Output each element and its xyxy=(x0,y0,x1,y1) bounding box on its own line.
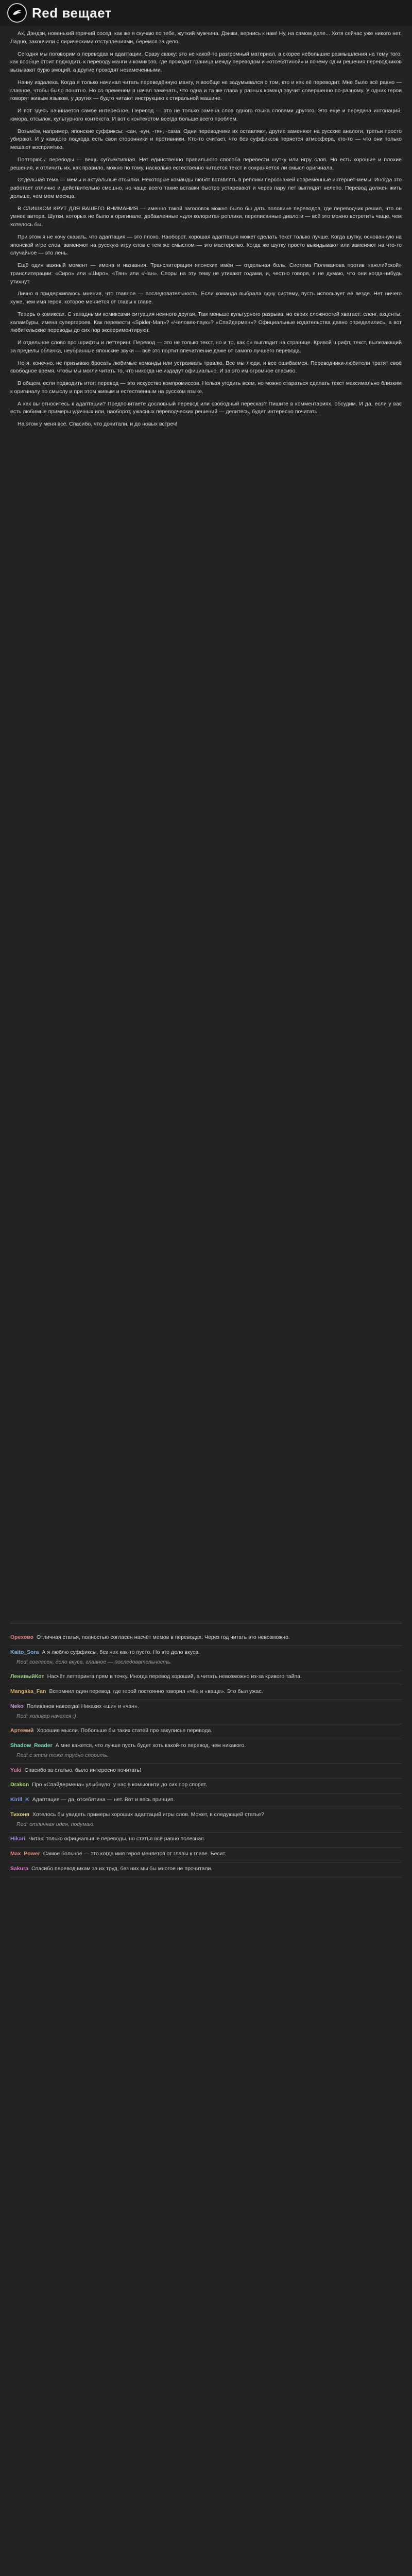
article-paragraph: Ещё один важный момент — имена и названия. Транслитерация японских имён — отдельная боль. Система Поливанова против «английской» транслитерации: «Сиро» или «Широ», «Тян» или «Чан». Споры на эту тему не утихают годами, и, честно говоря, я не думаю, что они когда-нибудь утихнут. xyxy=(10,262,402,285)
article-paragraph: При этом я не хочу сказать, что адаптация — это плохо. Наоборот, хорошая адаптация может сделать текст только лучше. Когда шутку, основанную на японской игре слов, заменяют на русскую игру слов с тем же смыслом — это мастерство. Когда же шутку просто выкидывают или заменяют на что-то случайное — это лень. xyxy=(10,233,402,257)
comment-item xyxy=(10,1670,402,1685)
comment-author[interactable]: Орехово xyxy=(10,1634,34,1640)
comments-list xyxy=(10,1631,402,2576)
comment-author[interactable]: Mangaka_Fan xyxy=(10,1688,46,1694)
article-paragraph: Ах, Дэндзи, новенький горячий сосед, как же я скучаю по тебе, жуткий мужчина. Дэнжи, вернись к нам! Ну, на самом деле... Хотя сейчас уже никого нет. Ладно, закончили с лирическими отступлениями, берёмся за дело. xyxy=(10,30,402,45)
comment-text: Хотелось бы увидеть примеры хороших адаптаций игры слов. Может, в следующей статье? xyxy=(32,1811,264,1818)
comment-author[interactable]: Max_Power xyxy=(10,1851,40,1857)
comment-item xyxy=(10,1764,402,1779)
comment-author[interactable]: Артемий xyxy=(10,1727,34,1734)
comment-text: Насчёт леттеринга прям в точку. Иногда перевод хороший, а читать невозможно из-за кривого тайпа. xyxy=(47,1673,302,1680)
comment-text: Хорошие мысли. Побольше бы таких статей про закулисье перевода. xyxy=(37,1727,213,1734)
comment-author[interactable]: Hikari xyxy=(10,1836,26,1842)
article-paragraph: Но я, конечно, не призываю бросать любимые команды или устраивать травлю. Все мы люди, и все ошибаемся. Переводчики-любители тратят своё свободное время, чтобы мы могли читать то, что никогда не издадут официально. И за это им огромное спасибо. xyxy=(10,360,402,375)
comment-text: Читаю только официальные переводы, но статья всё равно полезная. xyxy=(28,1836,205,1842)
comment-author[interactable]: Shadow_Reader xyxy=(10,1742,53,1749)
comment-item xyxy=(10,1778,402,1793)
article-body xyxy=(10,30,402,1617)
comment-item xyxy=(10,1848,402,1862)
comment-text: Спасибо переводчикам за их труд, без них мы бы многое не прочитали. xyxy=(31,1865,213,1872)
article-paragraph: Отдельная тема — мемы и актуальные отсылки. Некоторые команды любят вставлять в реплики персонажей современные интернет-мемы. Иногда это работает отлично и действительно смешно, но чаще всего такие вставки быстро устаревают и через пару лет выглядят нелепо. Перевод должен жить дольше, чем мем месяца. xyxy=(10,177,402,199)
comment-text: Отличная статья, полностью согласен насчёт мемов в переводах. Через год читать это невозможно. xyxy=(37,1634,290,1640)
comment-item xyxy=(10,1700,402,1725)
comment-author[interactable]: Drakon xyxy=(10,1782,29,1788)
comment-author[interactable]: Kirill_K xyxy=(10,1797,29,1803)
comment-item xyxy=(10,1646,402,1671)
article-paragraph: И вот здесь начинается самое интересное. Перевод — это не только замена слов одного языка словами другого. Это ещё и передача интонаций, юмора, отсылок, культурного контекста. И вот с контекстом всегда больше всего проблем. xyxy=(10,108,402,122)
comment-text: Про «Спайдермена» улыбнуло, у нас в комьюнити до сих пор спорят. xyxy=(32,1782,207,1788)
header-bar xyxy=(0,0,412,26)
comment-author[interactable]: Neko xyxy=(10,1703,24,1709)
comment-author[interactable]: ЛенивыйКот xyxy=(10,1673,44,1680)
crow-logo-icon xyxy=(7,3,27,23)
comment-item xyxy=(10,1862,402,1877)
comment-item xyxy=(10,1808,402,1833)
comment-reply: Red: с этим тоже трудно спорить. xyxy=(16,1752,109,1758)
comment-text: Спасибо за статью, было интересно почитать! xyxy=(24,1767,142,1773)
article-paragraph: Лично я придерживаюсь мнения, что главное — последовательность. Если команда выбрала одну систему, пусть использует её везде. Нет ничего хуже, чем имя героя, которое меняется от главы к главе. xyxy=(10,291,402,305)
comment-item xyxy=(10,1631,402,1646)
article-paragraph: Сегодня мы поговорим о переводах и адаптации. Сразу скажу: это не какой-то разгромный материал, а скорее небольшие размышления на тему того, как вообще стоит подходить к переводу манги и комиксов, где проходит граница между переводом и «отсебятиной» и почему одни решения переводчиков вызывают бурю эмоций, а другие проходят незамеченными. xyxy=(10,50,402,73)
comment-text: Самое больное — это когда имя героя меняется от главы к главе. Бесит. xyxy=(43,1851,227,1857)
article-paragraph: В СЛИШКОМ КРУТ ДЛЯ ВАШЕГО ВНИМАНИЯ — именно такой заголовок можно было бы дать половине переводов, где переводчик решил, что он умнее автора. Шутки, которых не было в оригинале, добавленные «для колорита» реплики, переписанные диалоги — всё это можно встретить чаще, чем хотелось бы. xyxy=(10,205,402,228)
comment-text: А я люблю суффиксы, без них как-то пусто. Но это дело вкуса. xyxy=(42,1649,200,1655)
comment-reply: Red: согласен, дело вкуса, главное — последовательность. xyxy=(16,1658,172,1665)
comment-author[interactable]: Kaito_Sora xyxy=(10,1649,39,1655)
comment-item xyxy=(10,1724,402,1739)
article-paragraph: Теперь о комиксах. С западными комиксами ситуация немного другая. Там меньше культурного разрыва, но своих сложностей хватает: сленг, акценты, каламбуры, имена супергероев. Как перевести «Spider-Man»? «Человек-паук»? «Спайдермен»? Официальные издательства давно определились, а вот любительские переводы до сих пор экспериментируют. xyxy=(10,311,402,334)
article-paragraph: В общем, если подводить итог: перевод — это искусство компромиссов. Нельзя угодить всем, но можно стараться сделать текст максимально близким к оригиналу по смыслу и при этом живым и естественным на русском языке. xyxy=(10,380,402,395)
comment-item xyxy=(10,1793,402,1808)
article-paragraph: А как вы относитесь к адаптации? Предпочитаете дословный перевод или свободный пересказ? Пишите в комментариях, обсудим. И да, если у вас есть любимые примеры удачных или, наоборот, ужасных переводческих решений — делитесь, будет интересно почитать. xyxy=(10,400,402,415)
comment-item xyxy=(10,1739,402,1764)
comment-author[interactable]: Yuki xyxy=(10,1767,22,1773)
comment-text: Вспомнил один перевод, где герой постоянно говорил «чё» и «ваще». Это был ужас. xyxy=(49,1688,263,1694)
comment-text: Адаптация — да, отсебятина — нет. Вот и весь принцип. xyxy=(32,1797,175,1803)
comment-text: А мне кажется, что лучше пусть будет хоть какой-то перевод, чем никакого. xyxy=(55,1742,246,1749)
article-paragraph: И отдельное слово про шрифты и леттеринг. Перевод — это не только текст, но и то, как он выглядит на странице. Кривой шрифт, текст, вылезающий за пределы облачка, неубранные японские звуки — всё это портит впечатление даже от самого лучшего перевода. xyxy=(10,340,402,354)
comment-item xyxy=(10,1685,402,1700)
page-title: Red вещает xyxy=(32,5,112,21)
article-paragraph: Начну издалека. Когда я только начинал читать переведённую мангу, я вообще не задумывался о том, кто и как её переводит. Мне было всё равно — главное, чтобы было понятно. Но со временем я начал замечать, что одна и та же глава у разных команд звучит совершенно по-разному. У одних герои говорят живым языком, у других — будто читают инструкцию к стиральной машине. xyxy=(10,79,402,102)
comment-item xyxy=(10,1833,402,1848)
article-paragraph: Повторюсь: переводы — вещь субъективная. Нет единственно правильного способа перевести шутку или игру слов. Но есть хорошие и плохие решения, и отличить их, как правило, можно по тому, насколько естественно читается текст и сохраняется ли смысл оригинала. xyxy=(10,156,402,171)
comment-text: Поливанов навсегда! Никаких «ши» и «чан». xyxy=(26,1703,139,1709)
article-paragraph: Возьмём, например, японские суффиксы: -сан, -кун, -тян, -сама. Одни переводчики их оставляют, другие заменяют на русские аналоги, третьи просто убирают. И у каждого подхода есть свои сторонники и противники. Кто-то считает, что без суффиксов теряется атмосфера, кто-то — что они только мешают восприятию. xyxy=(10,128,402,150)
comment-reply: Red: отличная идея, подумаю. xyxy=(16,1821,95,1827)
article-paragraph: На этом у меня всё. Спасибо, что дочитали, и до новых встреч! xyxy=(18,421,178,427)
comment-reply: Red: холивар начался :) xyxy=(16,1713,76,1719)
comment-author[interactable]: Sakura xyxy=(10,1865,29,1872)
comment-author[interactable]: Тихоня xyxy=(10,1811,29,1818)
